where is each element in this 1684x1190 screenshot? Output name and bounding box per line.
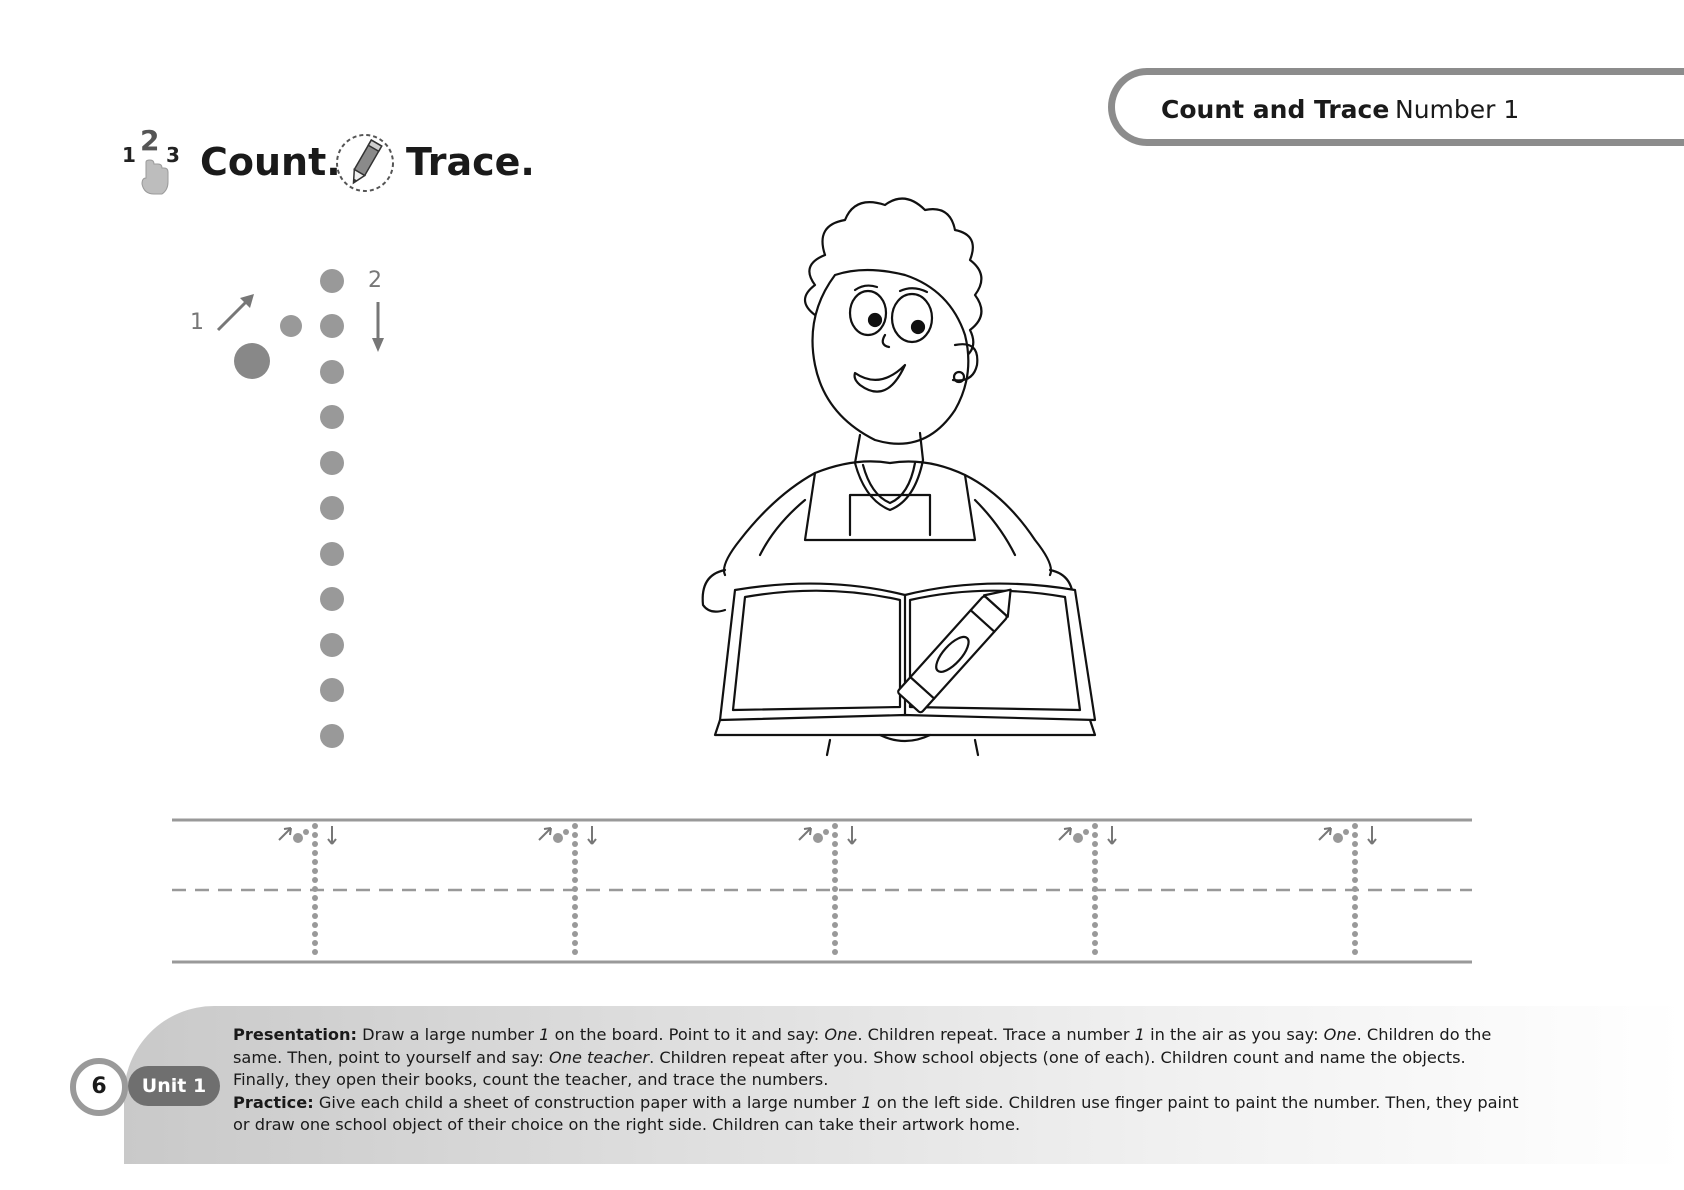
trace-dot xyxy=(1352,895,1358,901)
trace-dot xyxy=(293,833,303,843)
notes-italic-span: One xyxy=(824,1025,858,1044)
trace-dot xyxy=(572,841,578,847)
notes-italic-span: 1 xyxy=(1134,1025,1145,1044)
trace-dot xyxy=(572,859,578,865)
trace-dot xyxy=(1092,922,1098,928)
trace-dot xyxy=(1352,931,1358,937)
trace-dot xyxy=(832,904,838,910)
trace-dot xyxy=(312,922,318,928)
trace-dot xyxy=(1092,913,1098,919)
tracing-lines xyxy=(172,814,1472,964)
arrow-up-right-icon xyxy=(1059,828,1071,840)
trace-dot xyxy=(312,877,318,883)
trace-dot xyxy=(303,829,309,835)
trace-dot xyxy=(1352,904,1358,910)
trace-dot xyxy=(1352,841,1358,847)
trace-dot xyxy=(312,895,318,901)
trace-dot xyxy=(1352,850,1358,856)
trace-dot xyxy=(563,829,569,835)
teacher-notes-text xyxy=(233,1024,1523,1137)
arrow-down-icon xyxy=(1108,826,1116,844)
stroke-order-2: 2 xyxy=(368,268,382,293)
trace-dot xyxy=(832,877,838,883)
teacher-with-book-illustration xyxy=(665,195,1185,780)
notes-italic-span: 1 xyxy=(539,1025,550,1044)
arrow-up-right-icon xyxy=(279,828,291,840)
trace-label: Trace. xyxy=(406,140,535,184)
pencil-icon xyxy=(334,132,396,194)
trace-dot xyxy=(1352,823,1358,829)
notes-italic-span: One teacher xyxy=(548,1047,650,1067)
trace-dot xyxy=(572,823,578,829)
trace-dot xyxy=(572,850,578,856)
trace-dot xyxy=(832,886,838,892)
trace-dot xyxy=(312,850,318,856)
trace-dot xyxy=(1352,877,1358,883)
stroke-order-1: 1 xyxy=(190,310,204,335)
trace-dot xyxy=(823,829,829,835)
trace-dot xyxy=(1343,829,1349,835)
trace-dot xyxy=(1092,940,1098,946)
presentation-label: Presentation: xyxy=(233,1025,358,1044)
trace-dot xyxy=(832,823,838,829)
trace-dot xyxy=(312,832,318,838)
trace-dot xyxy=(312,886,318,892)
arrow-up-right-icon xyxy=(799,828,811,840)
notes-text-span: Draw a large number xyxy=(357,1025,540,1044)
notes-text-span: . Children do the same. Then, point to yourself and say: xyxy=(233,1025,1492,1067)
trace-dot xyxy=(832,895,838,901)
header-tab xyxy=(1108,68,1684,146)
trace-dot xyxy=(1092,850,1098,856)
trace-dot xyxy=(832,949,838,955)
trace-dot xyxy=(572,868,578,874)
svg-text:3: 3 xyxy=(166,143,180,167)
trace-dot xyxy=(1352,940,1358,946)
trace-dot xyxy=(1352,859,1358,865)
notes-text-span: on the board. Point to it and say: xyxy=(549,1025,825,1044)
trace-dot xyxy=(312,904,318,910)
trace-dot xyxy=(572,895,578,901)
header-subtitle: Number 1 xyxy=(1395,95,1520,124)
trace-dot xyxy=(572,940,578,946)
notes-text-span: Give each child a sheet of construction paper with a large number xyxy=(313,1092,862,1112)
trace-dot xyxy=(572,886,578,892)
arrow-down-icon xyxy=(848,826,856,844)
header-title: Count and Trace xyxy=(1161,95,1390,124)
trace-dot xyxy=(1352,886,1358,892)
trace-dot xyxy=(832,832,838,838)
trace-dot xyxy=(1352,949,1358,955)
count-123-hand-icon xyxy=(120,128,190,198)
count-label: Count. xyxy=(200,140,341,184)
trace-dot xyxy=(312,823,318,829)
arrow-down-icon xyxy=(1368,826,1376,844)
trace-dot xyxy=(1333,833,1343,843)
trace-numeral-one[interactable] xyxy=(1059,823,1116,955)
dotted-numeral-graphic xyxy=(180,262,400,762)
trace-dot xyxy=(572,832,578,838)
notes-text-span: in the air as you say: xyxy=(1144,1025,1324,1044)
trace-dot xyxy=(572,913,578,919)
practice-label: Practice: xyxy=(233,1092,314,1112)
notes-italic-span: One xyxy=(1323,1025,1357,1044)
unit-label: Unit 1 xyxy=(141,1075,207,1097)
trace-dot xyxy=(832,841,838,847)
trace-dot xyxy=(813,833,823,843)
trace-dot xyxy=(832,931,838,937)
notes-italic-span: 1 xyxy=(861,1092,872,1112)
trace-dot xyxy=(1352,922,1358,928)
trace-dot xyxy=(572,922,578,928)
dotted-numeral-one xyxy=(180,262,400,762)
trace-dot xyxy=(312,940,318,946)
trace-dot xyxy=(312,859,318,865)
trace-dot xyxy=(312,949,318,955)
trace-dot xyxy=(572,877,578,883)
trace-dot xyxy=(1092,868,1098,874)
trace-dot xyxy=(832,868,838,874)
trace-dot xyxy=(832,922,838,928)
trace-dot xyxy=(1092,931,1098,937)
trace-dot xyxy=(553,833,563,843)
trace-dot xyxy=(1092,877,1098,883)
presentation-paragraph xyxy=(233,1024,1523,1092)
trace-dot xyxy=(572,949,578,955)
page-number: 6 xyxy=(91,1074,107,1099)
trace-dot xyxy=(1352,913,1358,919)
trace-dot xyxy=(832,850,838,856)
trace-dot xyxy=(832,940,838,946)
unit-badge xyxy=(128,1066,220,1106)
trace-dot xyxy=(1092,949,1098,955)
trace-dot xyxy=(1092,823,1098,829)
trace-dot xyxy=(1092,832,1098,838)
trace-dot xyxy=(1092,895,1098,901)
trace-dot xyxy=(572,904,578,910)
arrow-up-right-icon xyxy=(539,828,551,840)
trace-dot xyxy=(1092,904,1098,910)
trace-dot xyxy=(1092,886,1098,892)
svg-text:1: 1 xyxy=(122,143,136,167)
trace-dot xyxy=(312,841,318,847)
notes-text-span: . Children repeat. Trace a number xyxy=(857,1025,1135,1044)
page-number-badge xyxy=(70,1058,128,1116)
arrow-up-right-icon xyxy=(1319,828,1331,840)
trace-dot xyxy=(1083,829,1089,835)
trace-dot xyxy=(1092,859,1098,865)
trace-dot xyxy=(1073,833,1083,843)
practice-paragraph xyxy=(233,1092,1523,1137)
trace-dot xyxy=(312,913,318,919)
trace-dot xyxy=(832,913,838,919)
trace-dot xyxy=(1352,868,1358,874)
trace-dot xyxy=(832,859,838,865)
notes-text-span: . Children repeat after you. Show school objects (one of each). Children count and name the objects. Finally, they open their books, count the teacher, and trace the numbers. xyxy=(233,1047,1466,1089)
arrow-down-icon xyxy=(328,826,336,844)
trace-dot xyxy=(1352,832,1358,838)
svg-text:2: 2 xyxy=(140,128,160,157)
arrow-down-icon xyxy=(588,826,596,844)
trace-dot xyxy=(312,931,318,937)
trace-dot xyxy=(572,931,578,937)
trace-dot xyxy=(312,868,318,874)
notes-text-span: on the left side. Children use finger paint to paint the number. Then, they paint or draw one school object of their choice on the right side. Children can take their artwork home. xyxy=(233,1092,1519,1134)
trace-dot xyxy=(1092,841,1098,847)
